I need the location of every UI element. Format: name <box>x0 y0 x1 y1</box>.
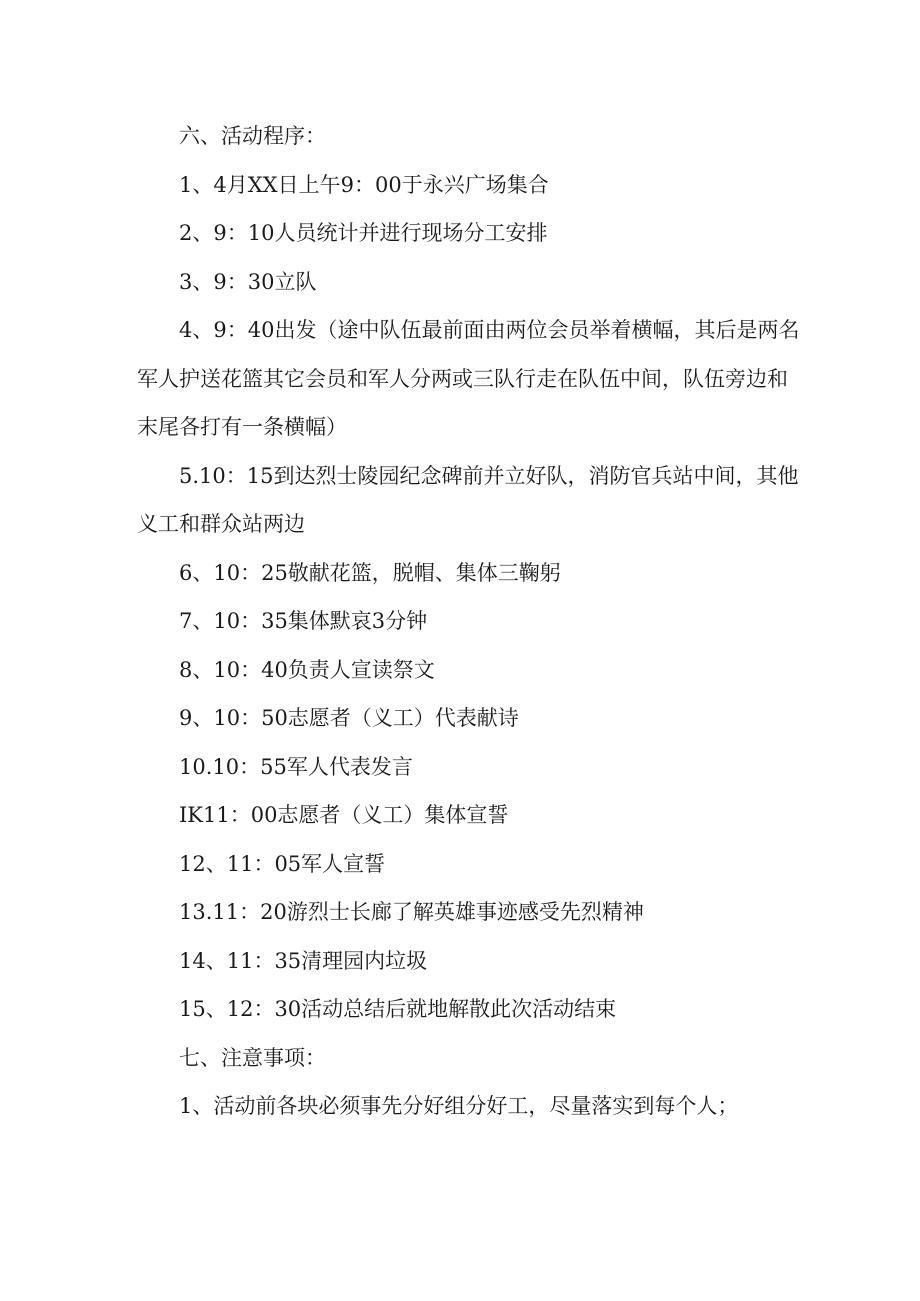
program-item-15: 15、12：30活动总结后就地解散此次活动结束 <box>179 997 617 1021</box>
program-item-13: 13.11：20游烈士长廊了解英雄事迹感受先烈精神 <box>179 900 644 924</box>
program-item-1: 1、4月XX日上午9：00于永兴广场集合 <box>179 172 549 197</box>
program-item-7: 7、10：35集体默哀3分钟 <box>179 609 428 633</box>
program-item-8: 8、10：40负责人宣读祭文 <box>179 657 435 682</box>
program-item-14: 14、11：35清理园内垃圾 <box>179 948 428 973</box>
program-item-4: 4、9：40出发（途中队伍最前面由两位会员举着横幅，其后是两名军人护送花篮其它会员和军人分两或三队行走在队伍中间，队伍旁边和末尾各打有一条横幅） <box>137 318 800 439</box>
program-item-3: 3、9：30立队 <box>179 269 317 294</box>
document-page <box>137 112 805 1131</box>
program-item-11: IK11：00志愿者（义工）集体宣誓 <box>179 803 509 827</box>
section-heading-notes: 七、注意事项： <box>179 1045 326 1070</box>
program-item-5: 5.10：15到达烈士陵园纪念碑前并立好队，消防官兵站中间，其他义工和群众站两边 <box>137 463 799 536</box>
program-item-2: 2、9：10人员统计并进行现场分工安排 <box>179 221 548 245</box>
notes-item-1: 1、活动前各块必须事先分好组分好工，尽量落实到每个人； <box>179 1094 739 1118</box>
program-item-6: 6、10：25敬献花篮，脱帽、集体三鞠躬 <box>179 560 561 585</box>
program-item-10: 10.10：55军人代表发言 <box>179 754 413 779</box>
section-heading-program: 六、活动程序： <box>179 124 326 148</box>
program-item-9: 9、10：50志愿者（义工）代表献诗 <box>179 706 519 730</box>
program-item-12: 12、11：05军人宣誓 <box>179 851 386 876</box>
